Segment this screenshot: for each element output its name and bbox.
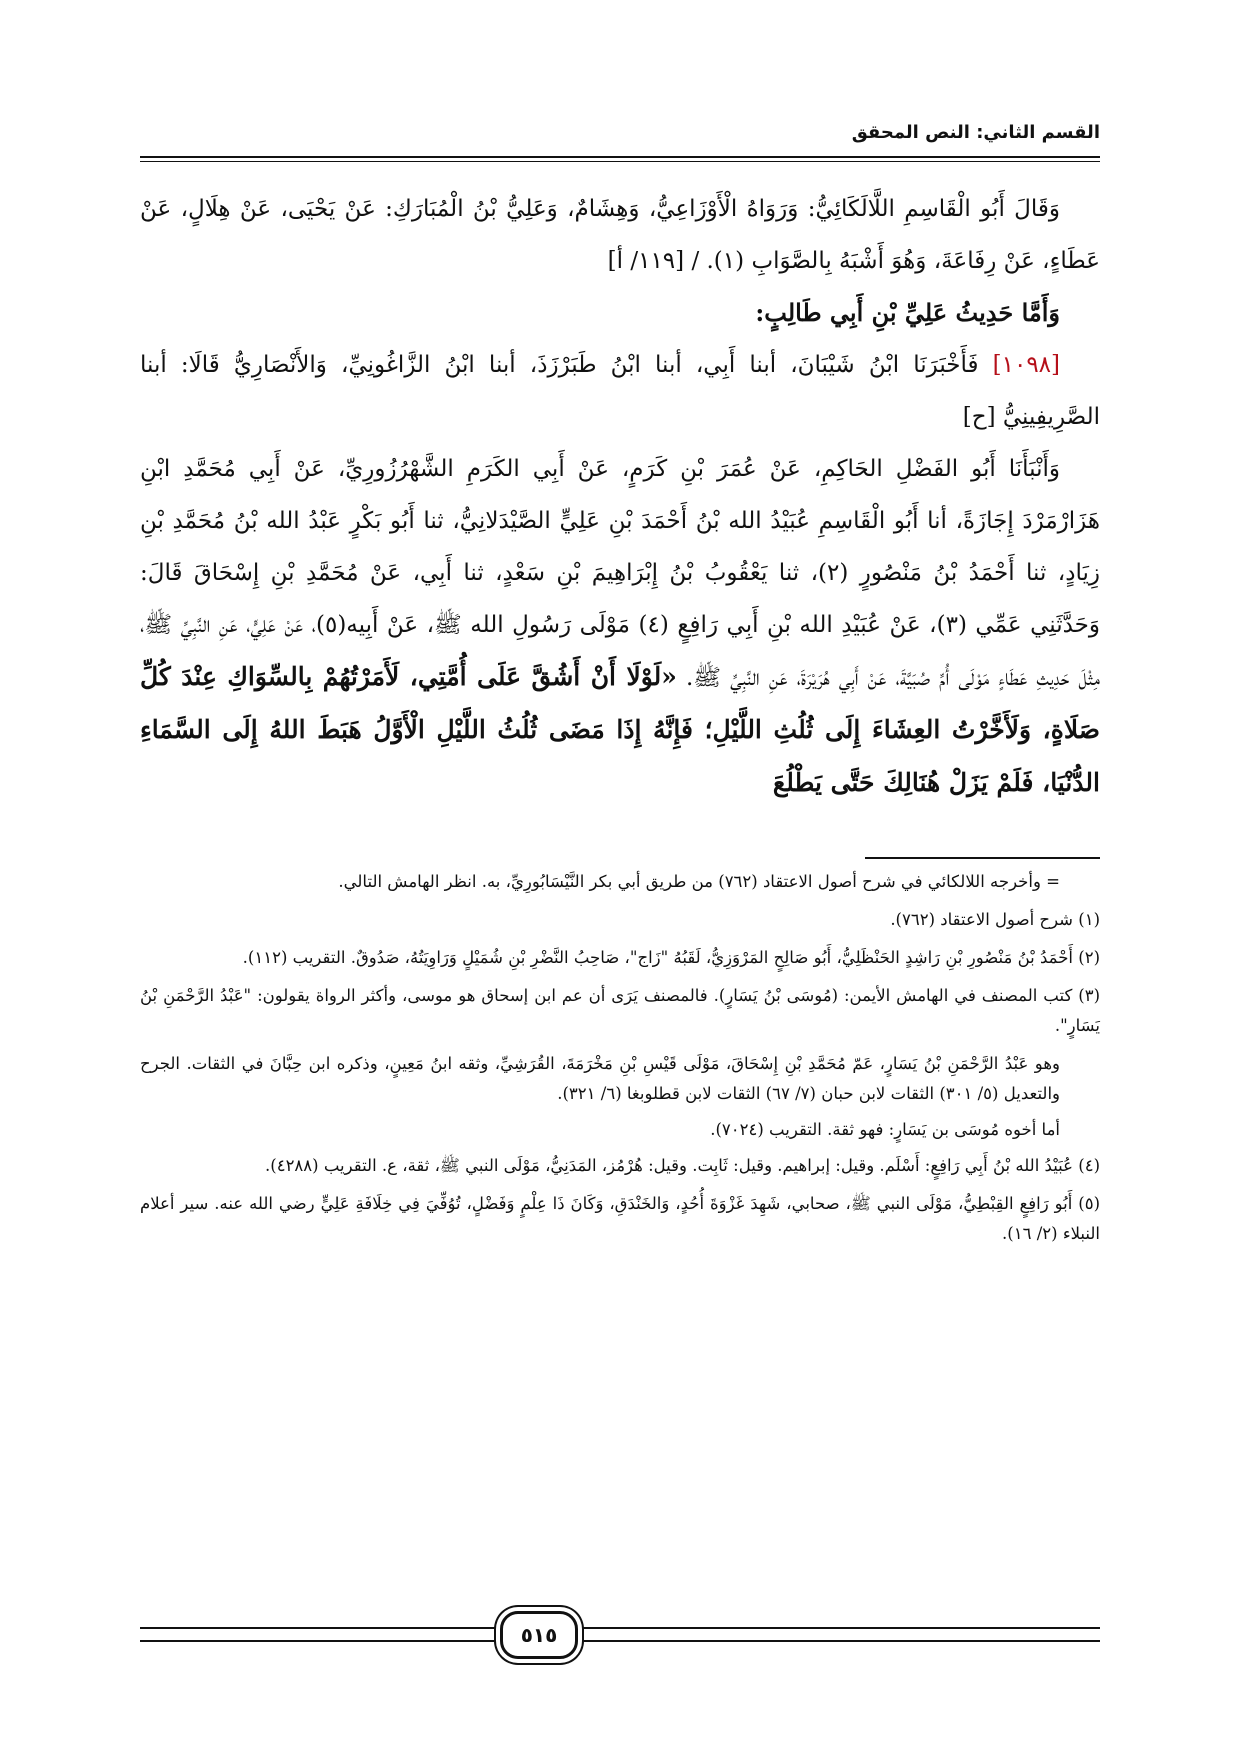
- footnote-3: (٣) كتب المصنف في الهامش الأيمن: (مُوسَى بْنُ يَسَارٍ). فالمصنف يَرَى أن عم ابن إسحاق هو موسى، وأكثر الرواة يقولون: "عَبْدُ الرَّحْمَنِ بْنُ يَسَارٍ".: [140, 986, 1100, 1035]
- footnote-2: (٢) أَحْمَدُ بْنُ مَنْصُورِ بْنِ رَاشِدٍ الحَنْظَلِيُّ، أَبُو صَالِحٍ المَرْوَزِيُّ، لَقَبُهُ "زَاج"، صَاحِبُ النَّضْرِ بْنِ شُمَيْلٍ وَرَاوِيَتُهُ، صَدُوقٌ. التقريب (١١٢).: [242, 948, 1100, 967]
- footnote-5: (٥) أَبُو رَافِعٍ القِبْطِيُّ، مَوْلَى النبي ﷺ، صحابي، شَهِدَ غَزْوَةَ أُحُدٍ، وَالخَنْدَقِ، وَكَانَ ذَا عِلْمٍ وَفَضْلٍ، تُوُفِّيَ فِي خِلَافَةِ عَلِيٍّ رضي الله عنه. سير أعلام النبلاء (٢/ ١٦).: [140, 1194, 1100, 1243]
- paragraph-2-text: فَأَخْبَرَنَا ابْنُ شَيْبَانَ، أبنا أَبِي، أبنا ابْنُ طَبَرْزَذَ، أبنا ابْنُ الزَّاغُونِيِّ، وَالأَنْصَارِيُّ قَالَا: أبنا الصَّرِيفِينِيُّ [ح]: [140, 352, 1100, 430]
- footer-rule-top: [140, 1627, 1100, 1629]
- footnote-4: (٤) عُبَيْدُ الله بْنُ أَبِي رَافِعٍ: أَسْلَم. وقيل: إبراهيم. وقيل: ثَابِت. وقيل: هُرْمُز، المَدَنِيُّ، مَوْلَى النبي ﷺ، ثقة، ع. التقريب (٤٢٨٨).: [265, 1156, 1100, 1175]
- footnotes: [140, 867, 1100, 1257]
- report-number: [١٠٩٨]: [992, 352, 1061, 378]
- paragraph-3: [140, 443, 1100, 810]
- page-number: ٥١٥: [500, 1611, 578, 1659]
- paragraph-1: وَقَالَ أَبُو الْقَاسِمِ اللَّالَكَائِيُّ: وَرَوَاهُ الْأَوْزَاعِيُّ، وَهِشَامٌ، وَعَلِيُّ بْنُ الْمُبَارَكِ: عَنْ يَحْيَى، عَنْ هِلَالٍ، عَنْ عَطَاءٍ، عَنْ رِفَاعَةَ، وَهُوَ أَشْبَهُ بِالصَّوَابِ (١). / [١١٩/ أ]: [140, 196, 1100, 274]
- hadith-text: «لَوْلَا أَنْ أَشُقَّ عَلَى أُمَّتِي، لَأَمَرْتُهُمْ بِالسِّوَاكِ عِنْدَ كُلِّ صَلَاةٍ، وَلَأَخَّرْتُ العِشَاءَ إِلَى ثُلُثِ اللَّيْلِ؛ فَإِنَّهُ إِذَا مَضَى ثُلُثُ اللَّيْلِ الْأَوَّلُ هَبَطَ اللهُ إِلَى السَّمَاءِ الدُّنْيَا، فَلَمْ يَزَلْ هُنَالِكَ حَتَّى يَطْلُعَ: [140, 662, 1100, 797]
- footnote-3-detail-1: وهو عَبْدُ الرَّحْمَنِ بْنُ يَسَارٍ، عَمّ مُحَمَّدِ بْنِ إِسْحَاقَ، مَوْلَى قَيْسِ بْنِ مَخْرَمَةَ، القُرَشِيِّ، وثقه ابنُ مَعِينٍ، وذكره ابن حِبَّانَ في الثقات. الجرح والتعديل (٥/ ٣٠١) الثقات لابن حبان (٧/ ٦٧) الثقات لابن قطلوبغا (٦/ ٣٢١).: [140, 1054, 1060, 1103]
- running-header: القسم الثاني: النص المحقق: [851, 122, 1100, 143]
- footnote-continuation: = وأخرجه اللالكائي في شرح أصول الاعتقاد (٧٦٢) من طريق أبي بكر النَّيْسَابُورِيِّ، به. انظر الهامش التالي.: [338, 872, 1060, 891]
- header-rule-thick: [140, 156, 1100, 158]
- footnote-3-detail-2: أما أخوه مُوسَى بن يَسَارٍ: فهو ثقة. التقريب (٧٠٢٤).: [710, 1120, 1060, 1139]
- paragraph-2: [140, 339, 1100, 443]
- paragraph-3-text: وَأَنْبَأَنَا أَبُو الفَضْلِ الحَاكِمِ، عَنْ عُمَرَ بْنِ كَرَمٍ، عَنْ أَبِي الكَرَمِ الشَّهْرُزُورِيِّ، عَنْ أَبِي مُحَمَّدِ ابْنِ هَزَارْمَرْدَ إِجَازَةً، أنا أَبُو الْقَاسِمِ عُبَيْدُ الله بْنُ أَحْمَدَ بْنِ عَلِيٍّ الصَّيْدَلانِيُّ، ثنا أَبُو بَكْرٍ عَبْدُ الله بْنُ مُحَمَّدِ بْنِ زِيَادٍ، ثنا أَحْمَدُ بْنُ مَنْصُورٍ (٢)، ثنا يَعْقُوبُ بْنُ إِبْرَاهِيمَ بْنِ سَعْدٍ، ثنا أَبِي، عَنْ مُحَمَّدِ بْنِ إِسْحَاقَ قَالَ: وَحَدَّثَنِي عَمِّي (٣)، عَنْ عُبَيْدِ الله بْنِ أَبِي رَافِعٍ (٤) مَوْلَى رَسُولِ الله ﷺ، عَنْ أَبِيه(٥)، عَنْ عَلِيٍّ، عَنِ النَّبِيِّ ﷺ، مِثْلَ حَدِيثِ عَطَاءٍ مَوْلَى أُمِّ صُبَيَّةَ، عَنْ أَبِي هُرَيْرَةَ، عَنِ النَّبِيِّ ﷺ.: [140, 456, 1101, 691]
- footnote-separator: [865, 857, 1100, 859]
- main-text: [140, 183, 1100, 810]
- header-rule-thin: [140, 161, 1100, 162]
- footnote-1: (١) شرح أصول الاعتقاد (٧٦٢).: [890, 910, 1100, 929]
- footer-rule-bottom: [140, 1640, 1100, 1642]
- section-heading: وَأَمَّا حَدِيثُ عَلِيِّ بْنِ أَبِي طَالِبٍ:: [755, 298, 1060, 327]
